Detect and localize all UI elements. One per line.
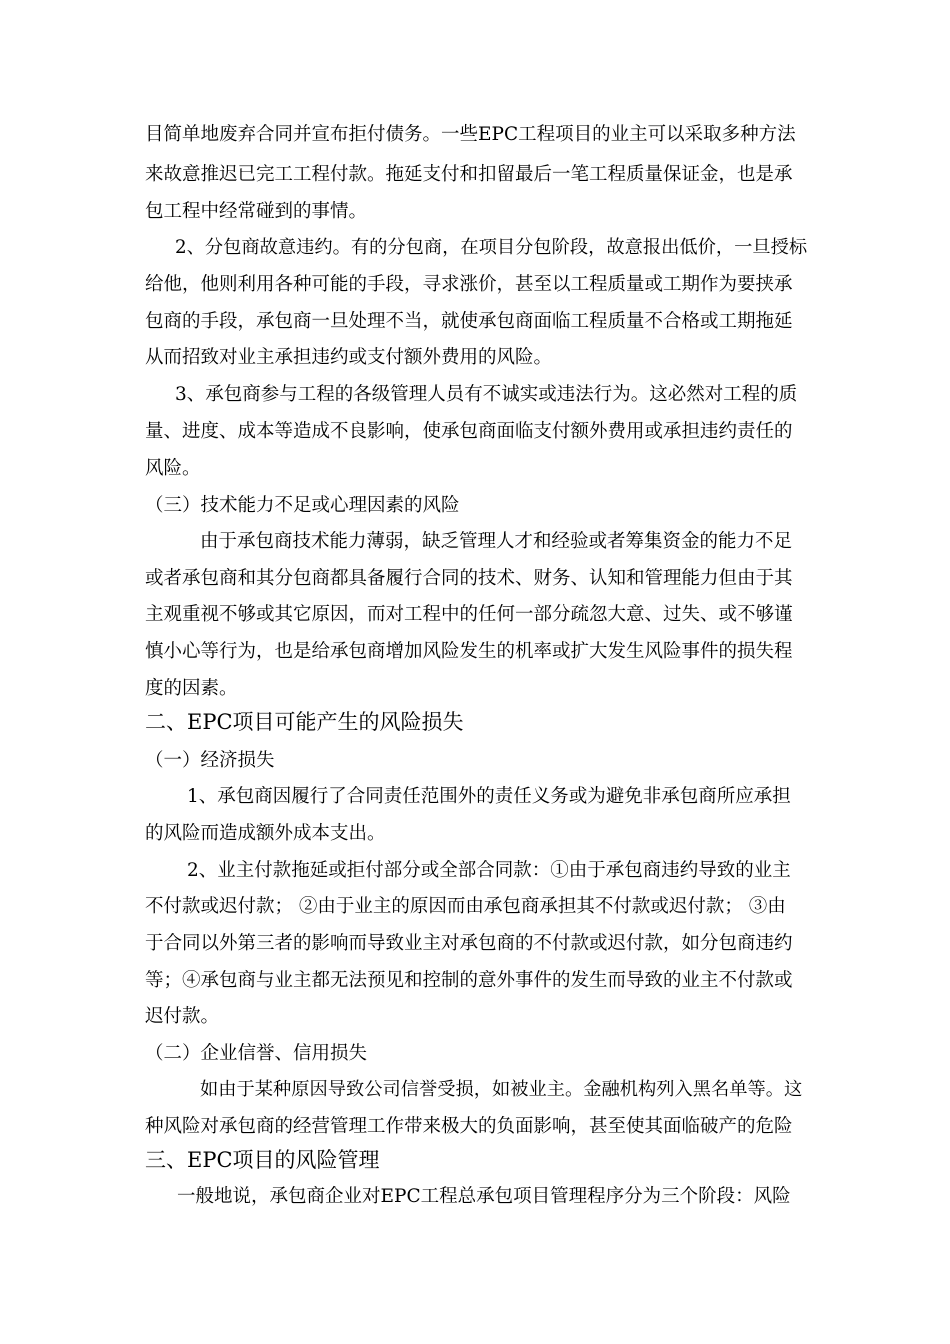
text-line: 从而招致对业主承担违约或支付额外费用的风险。 — [145, 347, 553, 368]
text-line: 一般地说，承包商企业对EPC工程总承包项目管理程序分为三个阶段：风险 — [177, 1186, 791, 1207]
text-line: 等；④承包商与业主都无法预见和控制的意外事件的发生而导致的业主不付款或 — [145, 970, 793, 991]
text-line: 3、承包商参与工程的各级管理人员有不诚实或违法行为。这必然对工程的质 — [175, 384, 798, 405]
text-line: 由于承包商技术能力薄弱，缺乏管理人才和经验或者筹集资金的能力不足 — [200, 531, 793, 552]
section-subheading: （一）经济损失 — [145, 750, 275, 771]
section-subheading: （三）技术能力不足或心理因素的风险 — [145, 495, 460, 516]
text-line: 或者承包商和其分包商都具备履行合同的技术、财务、认知和管理能力但由于其 — [145, 568, 793, 589]
text-line: 来故意推迟已完工工程付款。拖延支付和扣留最后一笔工程质量保证金，也是承 — [145, 164, 793, 185]
section-heading: 二、EPC项目可能产生的风险损失 — [145, 710, 464, 734]
section-subheading: （二）企业信誉、信用损失 — [145, 1043, 368, 1064]
text-line: 风险。 — [145, 458, 201, 479]
text-line: 2、分包商故意违约。有的分包商，在项目分包阶段，故意报出低价，一旦授标 — [175, 237, 808, 258]
text-line: 度的因素。 — [145, 678, 238, 699]
text-line: 量、进度、成本等造成不良影响，使承包商面临支付额外费用或承担违约责任的 — [145, 421, 793, 442]
text-line: 2、业主付款拖延或拒付部分或全部合同款：①由于承包商违约导致的业主 — [187, 860, 791, 881]
text-line: 的风险而造成额外成本支出。 — [145, 823, 386, 844]
text-line: 不付款或迟付款； ②由于业主的原因而由承包商承担其不付款或迟付款； ③由 — [145, 896, 786, 917]
text-line: 于合同以外第三者的影响而导致业主对承包商的不付款或迟付款，如分包商违约 — [145, 933, 793, 954]
text-line: 慎小心等行为，也是给承包商增加风险发生的机率或扩大发生风险事件的损失程 — [145, 641, 793, 662]
text-line: 种风险对承包商的经营管理工作带来极大的负面影响，甚至使其面临破产的危险 — [145, 1116, 793, 1137]
text-line: 迟付款。 — [145, 1006, 220, 1027]
text-line: 目简单地废弃合同并宣布拒付债务。一些EPC工程项目的业主可以采取多种方法 — [145, 124, 796, 145]
text-line: 如由于某种原因导致公司信誉受损，如被业主。金融机构列入黑名单等。这 — [200, 1079, 803, 1100]
section-heading: 三、EPC项目的风险管理 — [145, 1148, 380, 1172]
text-line: 包商的手段，承包商一旦处理不当，就使承包商面临工程质量不合格或工期拖延 — [145, 311, 793, 332]
text-line: 主观重视不够或其它原因，而对工程中的任何一部分疏忽大意、过失、或不够谨 — [145, 604, 793, 625]
text-line: 1、承包商因履行了合同责任范围外的责任义务或为避免非承包商所应承担 — [187, 786, 791, 807]
text-line: 给他，他则利用各种可能的手段，寻求涨价，甚至以工程质量或工期作为要挟承 — [145, 274, 793, 295]
text-line: 包工程中经常碰到的事情。 — [145, 201, 368, 222]
